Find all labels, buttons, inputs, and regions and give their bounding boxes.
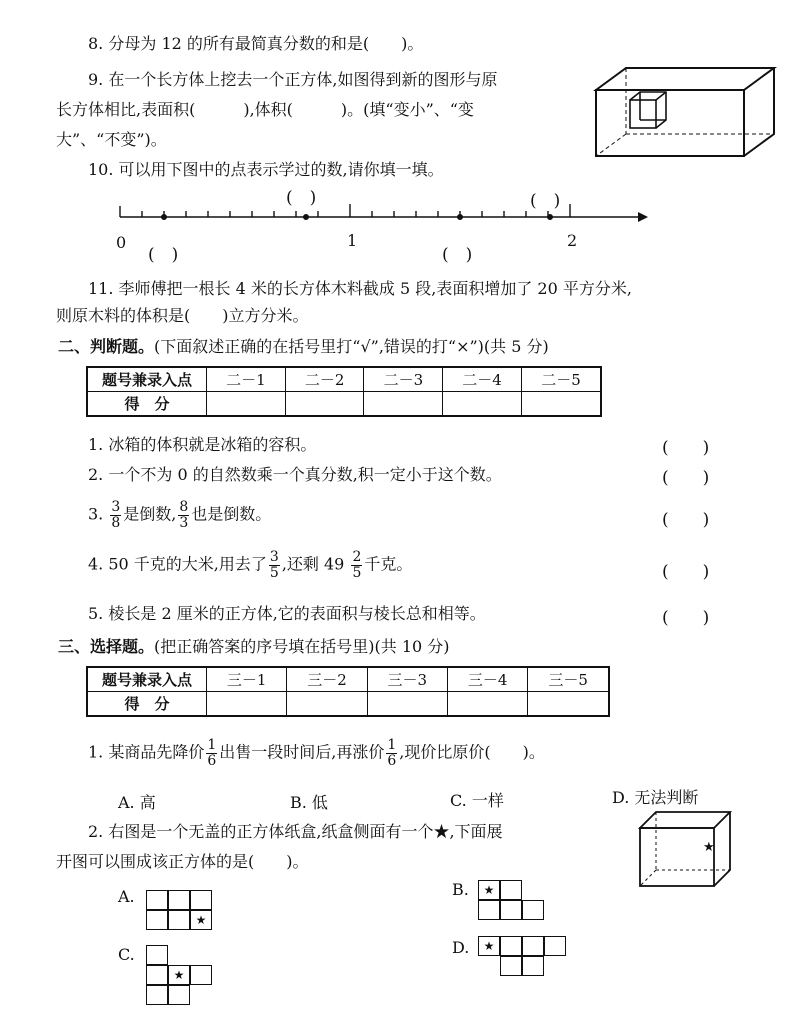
score-table-col: 二－3 <box>364 367 443 392</box>
question-10: 10. 可以用下图中的点表示学过的数,请你填一填。 <box>88 160 444 179</box>
judge-item-4 <box>88 550 412 580</box>
net-a-label[interactable]: A. <box>118 887 135 906</box>
section-3-heading: 三、选择题。 <box>58 637 155 656</box>
question-9-line3: 大”、“不变”)。 <box>56 130 167 149</box>
option-a[interactable]: A. 高 <box>118 793 156 812</box>
net-b-label[interactable]: B. <box>452 880 469 899</box>
answer-paren[interactable]: ( ) <box>148 245 179 265</box>
section-2-title <box>58 337 549 356</box>
section-2-note: (下面叙述正确的在括号里打“√”,错误的打“×”)(共 5 分) <box>154 337 549 356</box>
score-table-section-2 <box>86 366 602 417</box>
option-c[interactable]: C. 一样 <box>450 791 504 810</box>
score-table-col: 二－4 <box>443 367 522 392</box>
section-3-title <box>58 637 450 656</box>
score-cell[interactable] <box>521 392 601 417</box>
judge-item-1: 1. 冰箱的体积就是冰箱的容积。 <box>88 435 317 454</box>
number-line-label-0: 0 <box>116 233 127 252</box>
item-text: ,还剩 49 <box>281 554 350 574</box>
question-9-line2: 长方体相比,表面积( ),体积( )。(填“变小”、“变 <box>56 100 474 119</box>
star-icon: ★ <box>478 880 500 900</box>
answer-paren[interactable]: ( ) <box>286 188 317 208</box>
fraction: $\frac{8}{3}$ <box>179 499 189 531</box>
score-cell[interactable] <box>367 692 447 717</box>
star-icon: ★ <box>478 936 500 956</box>
item-text: 是倒数, <box>123 504 177 524</box>
question-11-line1: 11. 李师傅把一根长 4 米的长方体木料截成 5 段,表面积增加了 20 平方分米, <box>88 279 632 298</box>
score-table-col: 三－2 <box>287 667 367 692</box>
score-cell[interactable] <box>285 392 364 417</box>
score-table-col: 三－3 <box>367 667 447 692</box>
score-cell[interactable] <box>287 692 367 717</box>
net-d-label[interactable]: D. <box>452 938 470 957</box>
score-cell[interactable] <box>528 692 609 717</box>
answer-paren[interactable]: ( ) <box>662 510 710 530</box>
star-icon: ★ <box>168 965 190 985</box>
star-icon: ★ <box>703 840 715 855</box>
score-table-col: 三－1 <box>207 667 287 692</box>
answer-paren[interactable]: ( ) <box>662 438 710 458</box>
judge-item-5: 5. 棱长是 2 厘米的正方体,它的表面积与棱长总和相等。 <box>88 604 486 623</box>
score-cell[interactable] <box>364 392 443 417</box>
net-a[interactable] <box>146 890 216 932</box>
choice-question-2-line1: 2. 右图是一个无盖的正方体纸盒,纸盒侧面有一个★,下面展 <box>88 822 503 841</box>
item-text: 3. <box>88 504 109 524</box>
judge-item-3 <box>88 500 271 530</box>
open-cube-figure <box>636 808 736 890</box>
score-table-col: 二－2 <box>285 367 364 392</box>
net-b[interactable] <box>478 880 548 922</box>
net-d[interactable] <box>478 936 568 978</box>
answer-paren[interactable]: ( ) <box>530 191 561 211</box>
answer-paren[interactable]: ( ) <box>442 245 473 265</box>
question-8: 8. 分母为 12 的所有最简真分数的和是( )。 <box>88 34 424 53</box>
score-table-head: 题号兼录入点 <box>87 667 207 692</box>
item-text: 4. 50 千克的大米,用去了 <box>88 554 267 574</box>
item-text: 1. 某商品先降价 <box>88 742 205 762</box>
item-text: 出售一段时间后,再涨价 <box>219 742 385 762</box>
score-cell[interactable] <box>447 692 527 717</box>
score-table-col: 二－1 <box>207 367 286 392</box>
fraction: $\frac{1}{6}$ <box>387 737 397 769</box>
judge-item-2: 2. 一个不为 0 的自然数乘一个真分数,积一定小于这个数。 <box>88 465 502 484</box>
star-icon: ★ <box>190 910 212 930</box>
score-table-row-label: 得 分 <box>87 692 207 717</box>
choice-question-1 <box>88 738 545 768</box>
net-c-label[interactable]: C. <box>118 945 135 964</box>
answer-paren[interactable]: ( ) <box>662 608 710 628</box>
fraction: $\frac{1}{6}$ <box>207 737 217 769</box>
question-9-line1: 9. 在一个长方体上挖去一个正方体,如图得到新的图形与原 <box>88 70 498 89</box>
item-text: 也是倒数。 <box>191 504 272 524</box>
fraction: $\frac{2}{5}$ <box>352 549 362 581</box>
score-cell[interactable] <box>207 692 287 717</box>
option-d[interactable]: D. 无法判断 <box>612 788 699 807</box>
choice-question-2-line2: 开图可以围成该正方体的是( )。 <box>56 852 309 871</box>
score-table-row-label: 得 分 <box>87 392 207 417</box>
item-text: ,现价比原价( )。 <box>399 742 545 762</box>
section-2-heading: 二、判断题。 <box>58 337 155 356</box>
score-table-col: 三－4 <box>447 667 527 692</box>
score-cell[interactable] <box>207 392 286 417</box>
question-11-line2: 则原木料的体积是( )立方分米。 <box>56 306 309 325</box>
number-line-label-2: 2 <box>567 231 578 250</box>
answer-paren[interactable]: ( ) <box>662 468 710 488</box>
item-text: 千克。 <box>364 554 413 574</box>
option-b[interactable]: B. 低 <box>290 793 328 812</box>
fraction: $\frac{3}{5}$ <box>269 549 279 581</box>
score-table-col: 三－5 <box>528 667 609 692</box>
score-cell[interactable] <box>443 392 522 417</box>
score-table-head: 题号兼录入点 <box>87 367 207 392</box>
cuboid-with-hole-figure <box>590 62 780 162</box>
answer-paren[interactable]: ( ) <box>662 562 710 582</box>
score-table-section-3 <box>86 666 610 717</box>
number-line-label-1: 1 <box>347 231 358 250</box>
score-table-col: 二－5 <box>521 367 601 392</box>
fraction: $\frac{3}{8}$ <box>111 499 121 531</box>
section-3-note: (把正确答案的序号填在括号里)(共 10 分) <box>154 637 450 656</box>
net-c[interactable] <box>146 945 216 1007</box>
